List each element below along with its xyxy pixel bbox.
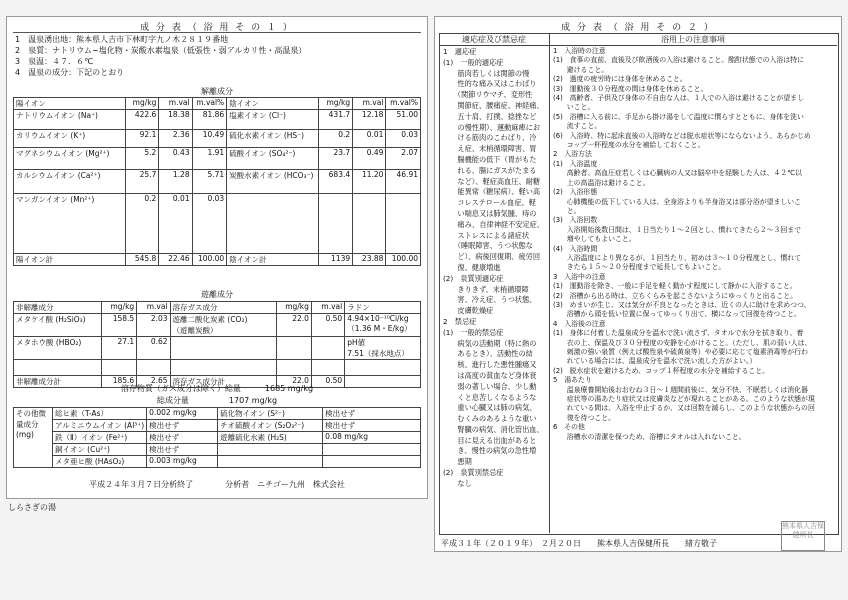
cation-mval: 1.28: [159, 170, 192, 194]
free-empty: [14, 360, 102, 376]
th-an-mvalp: m.val%: [386, 98, 421, 110]
free-empty: [101, 360, 136, 376]
indications-text: 1 適応症 (1) 一般的適応症 筋肉若しくは関節の慢 性的な痛み又はこわばり （関節リウマチ、変形性 関節症、腰痛症、神経痛、 五十肩、打撲、捻挫など の慢性期）、運動麻痺にお ける筋肉のこわばり、冷 え症、末梢循環障害、胃 腸機能の低下（胃がもた れる、腸にガスがたまる など）、軽症高血圧、耐糖 能異常（糖尿病）、軽い高 コレステロール血症、軽 い喘息又は肺気腫、痔の 痛み、自律神経不安定症、 ストレスによる諸症状 （睡眠障害、うつ状態な ど）、病後回復期、疲労回 復、健康増進 (2) 泉質別適応症 きりきず、末梢循環障 害、冷え症、うつ状態、 皮膚乾燥症 2 禁忌症 (1) 一般的禁忌症 病気の活動期（特に熱の あるとき）、活動性の結 核、進行した悪性腫瘍又 は高度の貧血など身体衰 弱の著しい場合、少し動 くと息苦しくなるような 重い心臓又は肺の病気、 むくみのあるような重い 腎臓の病気、消化管出血、 目に見える出血があると き、慢性の病気の急性増 悪期 (2) 泉質別禁忌症 なし: [443, 47, 545, 488]
anion-mvalp: 46.91: [386, 170, 421, 194]
gas-empty: [276, 360, 311, 376]
trace-empty: [218, 444, 323, 456]
radon-empty: [345, 360, 421, 376]
anion-mgkg: 23.7: [319, 148, 353, 170]
header-divider: [439, 45, 837, 46]
dissociated-heading: 解離成分: [201, 87, 233, 96]
official-seal: 熊本県人吉保健所長: [781, 521, 825, 551]
anion-name: 塩素イオン (Cl⁻): [227, 110, 319, 130]
anion-total-label: 陰イオン計: [227, 254, 319, 266]
cation-mgkg: 5.2: [125, 148, 159, 170]
cation-name: ナトリウムイオン (Na⁺): [14, 110, 126, 130]
th-nondiss: 非解離成分: [14, 302, 102, 314]
trace-value: 0.003 mg/kg: [147, 456, 218, 468]
anion-empty: [319, 194, 353, 254]
dissolved-total: 溶存物質（ガス成分は除く）総量 1685 mg/kg: [120, 384, 314, 393]
anion-mgkg: 683.4: [319, 170, 353, 194]
th-f-mval: m.val: [137, 302, 170, 314]
cation-mvalp: 81.86: [192, 110, 227, 130]
gas-total-label: 溶存ガス成分計: [170, 376, 276, 388]
cation-mvalp: 1.91: [192, 148, 227, 170]
ph-value: 7.51（採水地点）: [347, 349, 409, 358]
info-line-4: 4 温泉の成分：下記のとおり: [15, 68, 125, 77]
free-name: メタホウ酸 (HBO₂): [14, 337, 102, 360]
trace-name: 硫化物イオン (S²⁻): [218, 408, 323, 420]
th-cat-mvalp: m.val%: [192, 98, 227, 110]
cation-mgkg: 422.6: [125, 110, 159, 130]
anion-total-mval: 23.88: [353, 254, 386, 266]
trace-table: [13, 407, 421, 468]
cation-total-mvalp: 100.00: [192, 254, 227, 266]
trace-value: 0.08 mg/kg: [323, 432, 421, 444]
gas-mgkg: 22.0: [276, 314, 311, 337]
trace-name: 遊離硫化水素 (H₂S): [218, 432, 323, 444]
trace-name: アルミニウムイオン (Al³⁺): [53, 420, 147, 432]
info-line-3: 3 泉温：４７．６℃: [15, 57, 94, 66]
th-an-mgkg: mg/kg: [319, 98, 353, 110]
anion-mval: 11.20: [353, 170, 386, 194]
indications-header: 適応症及び禁忌症: [462, 35, 526, 44]
grand-total: 総成分量 1707 mg/kg: [156, 396, 278, 405]
anion-name: 硫酸イオン (SO₄²⁻): [227, 148, 319, 170]
cation-mval: 18.38: [159, 110, 192, 130]
cation-total-mgkg: 545.8: [125, 254, 159, 266]
radon-value-2: （1.36 M・E/kg）: [347, 324, 412, 333]
info-line-2: 2 泉質：ナトリウム−塩化物・炭酸水素塩泉（低張性・弱アルカリ性・高温泉）: [15, 46, 307, 55]
left-title: 成 分 表 （ 浴 用 そ の １ ）: [140, 23, 294, 33]
th-an-mval: m.val: [353, 98, 386, 110]
cation-mgkg: 25.7: [125, 170, 159, 194]
anion-mvalp: 0.03: [386, 130, 421, 148]
gas-name-text: 遊離二酸化炭素 (CO₂): [172, 315, 248, 324]
anion-empty: [386, 194, 421, 254]
right-sheet: [434, 16, 842, 552]
trace-name: 総ヒ素（T-As）: [53, 408, 147, 420]
th-g-mgkg: mg/kg: [276, 302, 311, 314]
precautions-header: 浴用上の注意事項: [661, 35, 725, 44]
anion-total-mgkg: 1139: [319, 254, 353, 266]
th-gas: 溶存ガス成分: [170, 302, 276, 314]
anion-name: 硫化水素イオン (HS⁻): [227, 130, 319, 148]
co2-note: （遊離炭酸）: [172, 326, 218, 335]
cation-name: マグネシウムイオン (Mg²⁺): [14, 148, 126, 170]
trace-value: 検出せず: [147, 432, 218, 444]
trace-name: チオ硫酸イオン (S₂O₃²⁻): [218, 420, 323, 432]
th-anion: 陰イオン: [227, 98, 319, 110]
cation-total-label: 陽イオン計: [14, 254, 126, 266]
trace-name: 鉄（Ⅱ）イオン (Fe²⁺): [53, 432, 147, 444]
th-g-mval: m.val: [311, 302, 344, 314]
cation-name: マンガンイオン (Mn²⁺): [14, 194, 126, 254]
facility-name: しらさぎの湯: [8, 503, 56, 512]
anion-name: 炭酸水素イオン (HCO₃⁻): [227, 170, 319, 194]
cation-name: カリウムイオン (K⁺): [14, 130, 126, 148]
free-empty: [137, 360, 170, 376]
trace-empty: [323, 456, 421, 468]
left-sheet: [6, 16, 428, 499]
gas-empty: [170, 360, 276, 376]
free-mval: 2.03: [137, 314, 170, 337]
trace-value: 検出せず: [323, 408, 421, 420]
cation-mval: 2.36: [159, 130, 192, 148]
info-line-1: 1 温泉湧出地：熊本県人吉市下林町字九ノ木２８１９番地: [15, 35, 229, 44]
free-heading: 遊離成分: [201, 290, 233, 299]
th-cation: 陽イオン: [14, 98, 126, 110]
trace-label: その他微量成分 (mg): [14, 408, 53, 468]
anion-mval: 0.49: [353, 148, 386, 170]
trace-name: メタ亜ヒ酸 (HAsO₂): [53, 456, 147, 468]
gas-empty: [170, 337, 276, 360]
anion-total-mvalp: 100.00: [386, 254, 421, 266]
th-f-mgkg: mg/kg: [101, 302, 136, 314]
ion-table: [13, 97, 421, 266]
free-table: [13, 301, 421, 388]
cation-mvalp: 10.49: [192, 130, 227, 148]
cation-mgkg: 92.1: [125, 130, 159, 148]
radon-cell: [345, 314, 421, 337]
precautions-text: 1 入浴時の注意 (1) 食事の直前、直後及び飲酒後の入浴は避けること。酩酊状態での入浴は特に 避けること。 (2) 過度の疲労時には身体を休めること。 (3) 運動後３０分程度の間は身体を休めること。 (4) 高齢者、子供及び身体の不自由な人は、１人での入浴は避けることが望まし いこと。 (5) 浴槽に入る前に、手足から掛け湯をして温度に慣らすとともに、身体を洗い 流すこと。 (6) 入浴時、特に起床直後の入浴時などは脱水症状等にならないよう、あらかじめ コップ一杯程度の水分を補給しておくこと。 2 入浴方法 (1) 入浴温度 高齢者、高血圧症若しくは心臓病の人又は脳卒中を経験した人は、４２℃以 上の高温浴は避けること。 (2) 入浴形態 心肺機能の低下している人は、全身浴よりも半身浴又は部分浴が望ましいこ と。 (3) 入浴回数 入浴開始後数日間は、１日当たり１〜２回とし、慣れてきたら２〜３回まで 増やしてもよいこと。 (4) 入浴時間 入浴温度により異なるが、１回当たり、初めは３〜１０分程度とし、慣れて きたら１５〜２０分程度まで延長してもよいこと。 3 入浴中の注意 (1) 運動浴を除き、一般に手足を軽く動かす程度にして静かに入浴すること。 (2) 浴槽から出る時は、立ちくらみを起こさないようにゆっくりと出ること。 (3) めまいが生じ、又は気分が不良となったときは、近くの人に助けを求めつつ、 浴槽から頭を低い位置に保ってゆっくり出て、横になって回復を待つこと。 4 入浴後の注意 (1) 身体に付着した温泉成分を温水で洗い流さず、タオルで水分を拭き取り、着 衣の上、保温及び３０分程度の安静を心がけること。（ただし、肌の弱い人は、 刺激の強い泉質（例えば酸性泉や硫黄泉等）や必要に応じて塩素消毒等が行わ れている場合には、温泉成分を温水で洗い流した方がよい。） (2) 脱水症状を避けるため、コップ１杯程度の水分を補給すること。 5 湯あたり 温泉療養開始後おおむね３日〜１週間前後に、気分不快、不眠若しくは消化器 症状等の湯あたり症状又は皮膚炎などが現れることがある。このような状態が現 れている間は、入浴を中止するか、又は回数を減らし、このような状態からの回 復を待つこと。 6 その他 浴槽水の清潔を保つため、浴槽にタオルは入れないこと。: [553, 47, 815, 441]
gas-empty: [311, 360, 344, 376]
anion-mgkg: 0.2: [319, 130, 353, 148]
gas-empty: [276, 337, 311, 360]
title-divider: [13, 32, 421, 33]
th-radon: ラドン: [345, 302, 421, 314]
trace-value: 検出せず: [147, 420, 218, 432]
trace-value: 0.002 mg/kg: [147, 408, 218, 420]
trace-value: 検出せず: [323, 420, 421, 432]
ph-label: pH値: [347, 338, 366, 347]
free-total-label: 非解離成分計: [14, 376, 102, 388]
free-mval: 0.62: [137, 337, 170, 360]
free-total-mval: 2.65: [137, 376, 170, 388]
free-name: メタケイ酸 (H₂SiO₃): [14, 314, 102, 337]
anion-empty: [227, 194, 319, 254]
anion-mvalp: 51.00: [386, 110, 421, 130]
gas-empty: [311, 337, 344, 360]
cation-mval: 0.43: [159, 148, 192, 170]
cation-name: カルシウムイオン (Ca²⁺): [14, 170, 126, 194]
gas-total-mval: 0.50: [311, 376, 344, 388]
analysis-footer: 平成２４年３月７日分析終了 分析者 ニチゴー九州 株式会社: [89, 480, 345, 489]
cation-total-mval: 22.46: [159, 254, 192, 266]
free-mgkg: 158.5: [101, 314, 136, 337]
ph-cell: [345, 337, 421, 360]
anion-mval: 12.18: [353, 110, 386, 130]
cation-mvalp: 0.03: [192, 194, 227, 254]
trace-empty: [323, 444, 421, 456]
th-cat-mval: m.val: [159, 98, 192, 110]
free-mgkg: 27.1: [101, 337, 136, 360]
trace-value: 検出せず: [147, 444, 218, 456]
gas-name: [170, 314, 276, 337]
anion-mvalp: 2.07: [386, 148, 421, 170]
gas-total-mgkg: 22.0: [276, 376, 311, 388]
cation-mgkg: 0.2: [125, 194, 159, 254]
trace-empty: [218, 456, 323, 468]
anion-empty: [353, 194, 386, 254]
anion-mgkg: 431.7: [319, 110, 353, 130]
trace-name: 銅イオン (Cu²⁺): [53, 444, 147, 456]
right-title: 成 分 表 （ 浴 用 そ の ２ ）: [561, 23, 715, 33]
cation-mvalp: 5.71: [192, 170, 227, 194]
gas-mval: 0.50: [311, 314, 344, 337]
free-total-mgkg: 185.6: [101, 376, 136, 388]
radon-value: 4.94×10⁻¹⁰Ci/kg: [347, 314, 409, 323]
cation-mval: 0.01: [159, 194, 192, 254]
column-divider: [549, 33, 550, 533]
anion-mval: 0.01: [353, 130, 386, 148]
issuer-footer: 平成３１年（２０１９年） ２月２０日 熊本県人吉保健所長 緒方敬子: [441, 539, 717, 548]
th-cat-mgkg: mg/kg: [125, 98, 159, 110]
